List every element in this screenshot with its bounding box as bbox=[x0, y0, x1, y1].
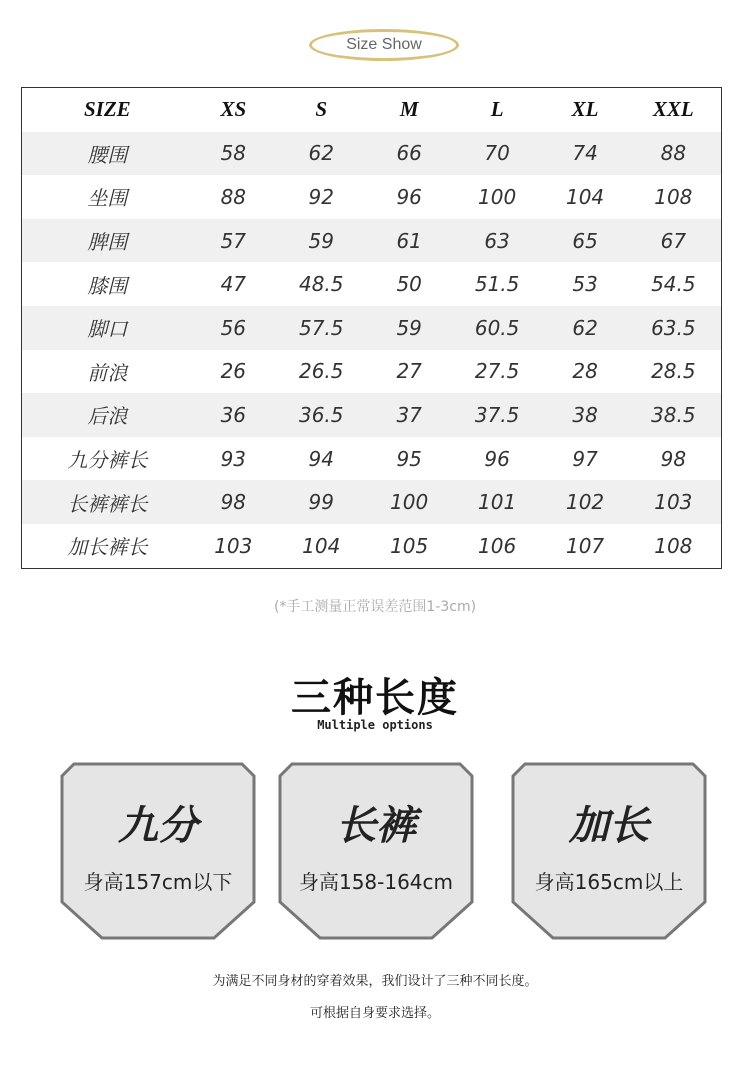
size-value-cell: 98 bbox=[660, 446, 687, 471]
row-label: 脾围 bbox=[87, 230, 128, 255]
size-value-cell: 56 bbox=[220, 315, 247, 340]
card-shape bbox=[278, 762, 474, 940]
size-value-cell: 38 bbox=[572, 402, 598, 427]
header-size: SIZE bbox=[84, 97, 131, 122]
table-body bbox=[22, 132, 722, 568]
size-value-cell: 97 bbox=[572, 446, 598, 471]
size-value-cell: 51.5 bbox=[474, 272, 520, 297]
size-value-cell: 101 bbox=[478, 490, 517, 515]
size-value-cell: 58 bbox=[220, 141, 247, 166]
size-value-cell: 94 bbox=[308, 446, 334, 471]
table-header-row bbox=[22, 88, 722, 132]
size-value-cell: 105 bbox=[390, 533, 429, 558]
size-value-cell: 88 bbox=[220, 184, 247, 209]
size-value-cell: 93 bbox=[220, 446, 247, 471]
row-label: 坐围 bbox=[87, 186, 128, 211]
table-row bbox=[22, 306, 722, 350]
size-value-cell: 26.5 bbox=[298, 359, 344, 384]
header-s: S bbox=[315, 97, 328, 122]
size-value-cell: 26 bbox=[220, 359, 247, 384]
size-value-cell: 54.5 bbox=[651, 272, 696, 297]
size-value-cell: 92 bbox=[308, 184, 334, 209]
row-label: 后浪 bbox=[87, 404, 128, 429]
footer-line-2: 可根据自身要求选择。 bbox=[309, 1006, 440, 1021]
size-value-cell: 63 bbox=[484, 228, 510, 253]
lengths-subtitle: Multiple options bbox=[317, 718, 433, 732]
table-row bbox=[22, 480, 722, 524]
header-l: L bbox=[490, 97, 504, 122]
table-row bbox=[22, 262, 722, 306]
size-value-cell: 59 bbox=[396, 315, 422, 340]
table-row bbox=[22, 219, 722, 263]
size-value-cell: 96 bbox=[396, 184, 422, 209]
row-label: 前浪 bbox=[87, 360, 128, 385]
size-value-cell: 28.5 bbox=[651, 359, 696, 384]
size-chart-table bbox=[21, 87, 722, 569]
size-value-cell: 95 bbox=[396, 446, 422, 471]
size-value-cell: 36.5 bbox=[298, 402, 344, 427]
size-value-cell: 57.5 bbox=[298, 315, 344, 340]
size-value-cell: 67 bbox=[660, 228, 687, 253]
row-label: 九分裤长 bbox=[67, 448, 148, 473]
measure-note: (*手工测量正常误差范围1-3cm) bbox=[273, 599, 477, 615]
size-value-cell: 103 bbox=[214, 533, 253, 558]
header-m: M bbox=[399, 97, 419, 122]
row-label: 膝围 bbox=[87, 273, 128, 298]
size-value-cell: 63.5 bbox=[651, 315, 696, 340]
size-value-cell: 107 bbox=[565, 533, 605, 558]
table-row bbox=[22, 524, 722, 568]
header-xxl: XXL bbox=[652, 97, 694, 122]
card-shape bbox=[60, 762, 256, 940]
length-card-long bbox=[278, 762, 474, 940]
size-value-cell: 100 bbox=[390, 490, 429, 515]
table-row bbox=[22, 437, 722, 481]
size-value-cell: 61 bbox=[396, 228, 422, 253]
size-value-cell: 37.5 bbox=[474, 402, 520, 427]
size-value-cell: 104 bbox=[302, 533, 341, 558]
size-value-cell: 53 bbox=[572, 272, 598, 297]
card-height: 身高165cm以上 bbox=[534, 870, 684, 894]
header-xs: XS bbox=[220, 97, 247, 122]
size-value-cell: 48.5 bbox=[298, 272, 344, 297]
table-row bbox=[22, 350, 722, 394]
size-value-cell: 98 bbox=[220, 490, 247, 515]
size-value-cell: 106 bbox=[478, 533, 517, 558]
size-value-cell: 27.5 bbox=[474, 359, 520, 384]
table-row bbox=[22, 132, 722, 176]
size-value-cell: 108 bbox=[654, 184, 693, 209]
size-value-cell: 62 bbox=[308, 141, 334, 166]
size-value-cell: 59 bbox=[308, 228, 334, 253]
size-value-cell: 108 bbox=[654, 533, 693, 558]
size-value-cell: 28 bbox=[572, 359, 598, 384]
card-shape bbox=[511, 762, 707, 940]
size-value-cell: 50 bbox=[396, 272, 422, 297]
row-label: 长裤裤长 bbox=[67, 491, 148, 516]
table-row bbox=[22, 393, 722, 437]
size-value-cell: 57 bbox=[220, 228, 247, 253]
row-label: 脚口 bbox=[87, 317, 128, 342]
length-card-nine bbox=[60, 762, 256, 940]
card-name: 九分 bbox=[118, 803, 198, 849]
table-row bbox=[22, 175, 722, 219]
card-height: 身高157cm以下 bbox=[83, 870, 233, 894]
size-show-label: Size Show bbox=[346, 36, 422, 53]
length-card-extra bbox=[511, 762, 707, 940]
size-value-cell: 36 bbox=[220, 402, 247, 427]
size-value-cell: 104 bbox=[565, 184, 605, 209]
size-value-cell: 88 bbox=[660, 141, 687, 166]
size-value-cell: 47 bbox=[220, 272, 247, 297]
size-value-cell: 66 bbox=[396, 141, 422, 166]
size-value-cell: 99 bbox=[308, 490, 334, 515]
size-value-cell: 60.5 bbox=[474, 315, 520, 340]
lengths-title: 三种长度 bbox=[291, 675, 459, 721]
size-value-cell: 102 bbox=[565, 490, 605, 515]
card-height: 身高158-164cm bbox=[298, 870, 454, 894]
footer-line-1: 为满足不同身材的穿着效果，我们设计了三种不同长度。 bbox=[212, 974, 538, 989]
size-show-badge bbox=[309, 29, 459, 61]
size-value-cell: 103 bbox=[654, 490, 693, 515]
size-value-cell: 96 bbox=[484, 446, 510, 471]
size-value-cell: 27 bbox=[396, 359, 422, 384]
size-value-cell: 38.5 bbox=[651, 402, 696, 427]
size-value-cell: 65 bbox=[572, 228, 598, 253]
size-value-cell: 62 bbox=[572, 315, 598, 340]
size-value-cell: 100 bbox=[478, 184, 517, 209]
card-name: 加长 bbox=[569, 803, 649, 849]
card-name: 长裤 bbox=[336, 803, 416, 849]
size-value-cell: 70 bbox=[484, 141, 510, 166]
size-value-cell: 37 bbox=[396, 402, 422, 427]
row-label: 腰围 bbox=[87, 142, 128, 167]
row-label: 加长裤长 bbox=[67, 535, 148, 560]
header-xl: XL bbox=[571, 97, 599, 122]
size-value-cell: 74 bbox=[572, 141, 598, 166]
